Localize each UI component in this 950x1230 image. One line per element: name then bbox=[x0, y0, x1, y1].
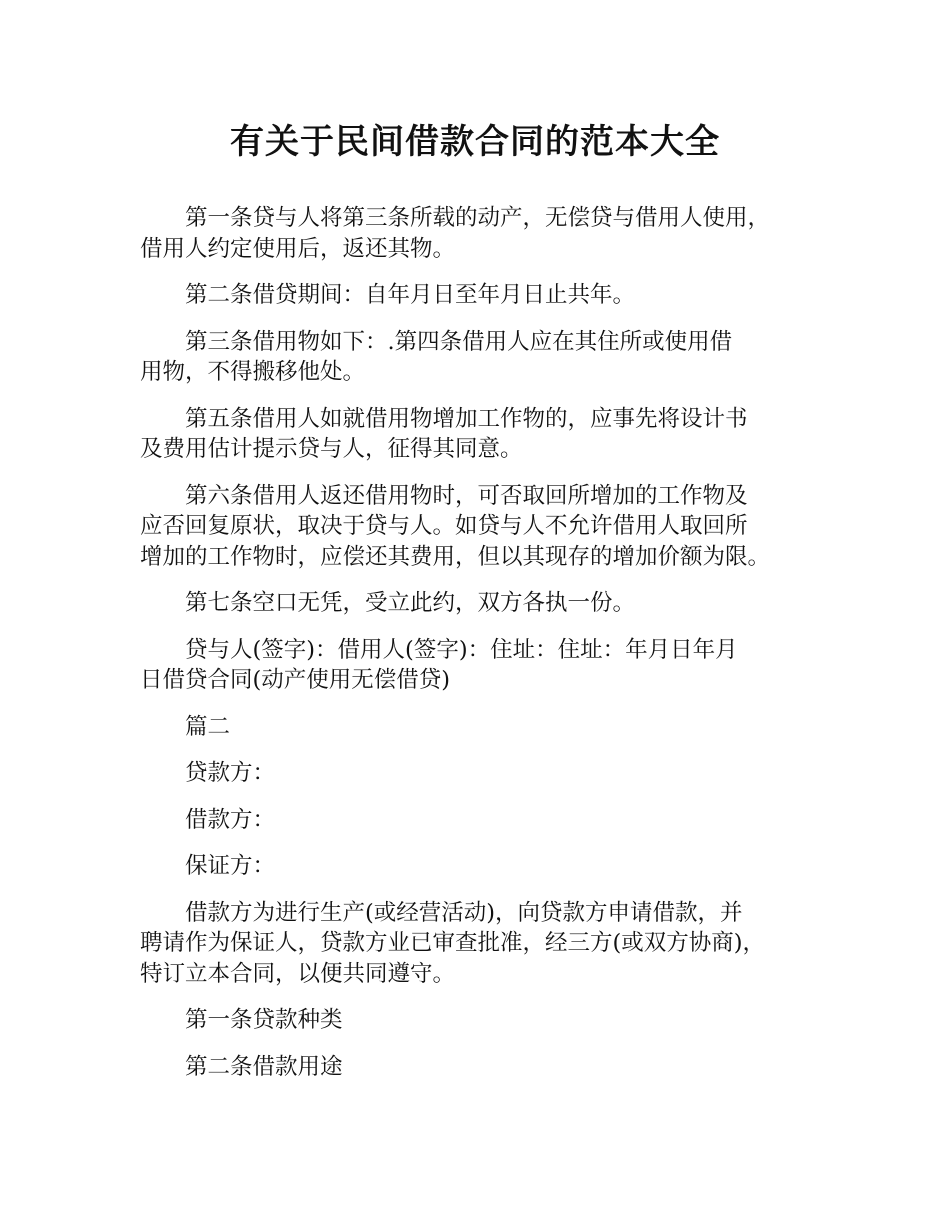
paragraph-article-1 bbox=[140, 203, 840, 264]
text-line: 第六条借用人返还借用物时，可否取回所增加的工作物及 bbox=[185, 482, 748, 509]
text-line: 应否回复原状，取决于贷与人。如贷与人不允许借用人取回所 bbox=[140, 513, 748, 539]
text-line: 用物，不得搬移他处。 bbox=[140, 359, 366, 385]
paragraph-loan-purpose bbox=[140, 1052, 840, 1083]
text-line: 第一条贷款种类 bbox=[185, 1007, 343, 1033]
text-line: 及费用估计提示贷与人，征得其同意。 bbox=[140, 436, 523, 462]
text-line: 第二条借贷期间：自年月日至年月日止共年。 bbox=[185, 282, 636, 308]
text-line: 聘请作为保证人，贷款方业已审查批准，经三方(或双方协商)， bbox=[140, 930, 766, 956]
paragraph-article-7 bbox=[140, 588, 840, 619]
text-line: 日借贷合同(动产使用无偿借贷) bbox=[140, 667, 451, 693]
paragraph-section-heading bbox=[140, 712, 840, 743]
document-body bbox=[140, 203, 840, 1098]
text-line: 第七条空口无凭，受立此约，双方各执一份。 bbox=[185, 590, 636, 616]
document-title: 有关于民间借款合同的范本大全 bbox=[230, 122, 720, 162]
text-line: 借款方为进行生产(或经营活动)，向贷款方申请借款，并 bbox=[185, 899, 743, 926]
paragraph-article-3 bbox=[140, 327, 840, 388]
text-line: 借用人约定使用后，返还其物。 bbox=[140, 235, 456, 262]
paragraph-lender bbox=[140, 758, 840, 789]
paragraph-article-5 bbox=[140, 404, 840, 465]
paragraph-preamble bbox=[140, 898, 840, 990]
paragraph-signatures bbox=[140, 635, 840, 696]
text-line: 第五条借用人如就借用物增加工作物的，应事先将设计书 bbox=[185, 405, 748, 432]
text-line: 特订立本合同，以便共同遵守。 bbox=[140, 960, 456, 987]
text-line: 贷与人(签字)：借用人(签字)：住址：住址：年月日年月 bbox=[185, 636, 738, 663]
paragraph-borrower bbox=[140, 805, 840, 836]
paragraph-article-2 bbox=[140, 280, 840, 311]
paragraph-loan-type bbox=[140, 1005, 840, 1036]
text-line: 第二条借款用途 bbox=[185, 1053, 343, 1080]
text-line: 增加的工作物时，应偿还其费用，但以其现存的增加价额为限。 bbox=[140, 543, 771, 570]
text-line: 借款方： bbox=[185, 806, 276, 833]
paragraph-article-6 bbox=[140, 481, 840, 573]
text-line: 贷款方： bbox=[185, 760, 276, 786]
paragraph-guarantor bbox=[140, 851, 840, 882]
text-line: 第一条贷与人将第三条所载的动产，无偿贷与借用人使用， bbox=[185, 205, 771, 231]
text-line: 保证方： bbox=[185, 853, 276, 879]
text-line: 第三条借用物如下：.第四条借用人应在其住所或使用借 bbox=[185, 328, 733, 355]
text-line: 篇二 bbox=[185, 713, 231, 740]
